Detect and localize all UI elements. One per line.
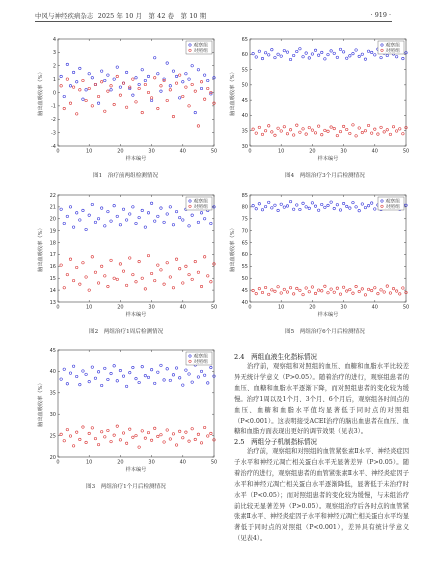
x-tick-label: 10 <box>86 148 93 155</box>
x-axis-label: 样本编号 <box>125 156 147 162</box>
x-axis-label: 样本编号 <box>125 312 147 318</box>
y-tick-label: 60 <box>241 252 248 259</box>
x-tick-label: 50 <box>210 304 218 311</box>
x-tick-label: 20 <box>309 148 316 155</box>
y-tick-label: 2 <box>52 63 56 70</box>
y-tick-label: 40 <box>241 113 248 120</box>
y-tick-label: 35 <box>241 128 248 135</box>
legend-label: 观察组 <box>193 199 208 205</box>
y-tick-label: 45 <box>241 97 248 104</box>
x-tick-label: 40 <box>179 148 186 155</box>
section-2-4-heading: 2.4 两组血液生化指标情况 <box>234 353 318 361</box>
plot-frame <box>250 195 406 302</box>
x-tick-label: 30 <box>340 304 347 311</box>
x-tick-label: 40 <box>371 304 378 311</box>
y-axis-label: 脑出血吸收率（%） <box>230 69 236 116</box>
y-tick-label: 3 <box>52 50 56 57</box>
x-axis-label: 样本编号 <box>125 467 147 473</box>
y-tick-label: 55 <box>241 264 248 271</box>
x-tick-label: 10 <box>278 304 285 311</box>
x-tick-label: 40 <box>371 148 378 155</box>
x-axis-label: 样本编号 <box>317 156 339 162</box>
legend-label: 对照组 <box>193 205 208 210</box>
y-axis-label: 脑出血吸收率（%） <box>38 225 44 272</box>
y-tick-label: 60 <box>241 52 248 59</box>
x-tick-label: 0 <box>56 304 60 311</box>
y-tick-label: 75 <box>241 216 248 223</box>
legend-label: 对照组 <box>385 205 400 210</box>
y-tick-label: -1 <box>51 103 56 110</box>
legend-label: 观察组 <box>385 199 400 205</box>
x-tick-label: 10 <box>278 148 285 155</box>
y-tick-label: 17 <box>49 252 56 259</box>
figure-3-chart <box>34 345 220 475</box>
y-tick-label: 13 <box>49 299 56 306</box>
y-tick-label: 30 <box>49 412 56 418</box>
y-axis-label: 脑出血吸收率（%） <box>230 225 236 272</box>
legend-label: 观察组 <box>385 43 400 49</box>
y-tick-label: 25 <box>49 433 56 440</box>
x-tick-label: 50 <box>210 148 218 155</box>
x-tick-label: 50 <box>210 459 218 466</box>
y-tick-label: -2 <box>51 117 56 124</box>
page-header <box>0 0 427 24</box>
y-tick-label: 70 <box>241 228 248 235</box>
figure-5-caption: 图5 两组治疗6个月后检测情况 <box>285 329 365 335</box>
x-tick-label: 30 <box>148 148 155 155</box>
x-tick-label: 0 <box>56 459 60 466</box>
y-tick-label: -4 <box>51 143 56 150</box>
y-tick-label: 20 <box>49 454 56 461</box>
x-tick-label: 40 <box>179 304 186 311</box>
y-tick-label: 85 <box>241 192 248 199</box>
figure-1-caption: 图1 治疗前两组检测情况 <box>93 173 159 179</box>
y-tick-label: 65 <box>241 240 248 247</box>
figure-5-chart <box>226 190 412 320</box>
x-tick-label: 50 <box>402 148 410 155</box>
x-tick-label: 10 <box>86 304 93 311</box>
figure-4-caption: 图4 两组治疗3个月后检测情况 <box>285 173 365 179</box>
header-rule <box>35 21 392 22</box>
y-axis-label: 脑出血吸收率（%） <box>38 380 44 427</box>
y-tick-label: 55 <box>241 67 248 74</box>
x-tick-label: 40 <box>179 459 186 466</box>
legend-label: 观察组 <box>193 43 208 49</box>
legend-label: 对照组 <box>385 49 400 54</box>
x-tick-label: 50 <box>402 304 410 311</box>
x-tick-label: 20 <box>117 304 124 311</box>
journal-title <box>35 11 206 20</box>
y-tick-label: 16 <box>49 264 56 271</box>
plot-frame <box>58 39 214 146</box>
x-tick-label: 30 <box>148 304 155 311</box>
x-tick-label: 10 <box>86 459 93 466</box>
y-tick-label: 35 <box>49 390 56 397</box>
section-2-5-text: 治疗前，观察组和对照组的血管紧张素Ⅱ水平、神经炎症因子水平和神经元凋亡相关蛋白水平无显著差异（P>0.05）。随着治疗的进行，观察组患者的血管紧张素Ⅱ水平、神经炎症因子水平和神经元凋亡相关蛋白水平逐渐降低，显著低于未治疗时水平（P<0.05）；而对照组患者的变化较为缓慢，与未组治疗前比较无显著差异（P>0.05）。观察组治疗后各时点的血管紧张素Ⅱ水平、神经炎症因子水平和神经元凋亡相关蛋白水平均显著低于同时点的对照组（P<0.001），差异具有统计学意义（见表4）。 <box>234 448 409 543</box>
y-axis-label: 脑出血吸收率（%） <box>38 69 44 116</box>
x-tick-label: 0 <box>56 148 60 155</box>
y-tick-label: 50 <box>241 276 248 283</box>
page-number: · 919 · <box>370 11 391 19</box>
x-tick-label: 20 <box>117 148 124 155</box>
figure-2-chart <box>34 190 220 320</box>
y-tick-label: 0 <box>52 90 56 97</box>
y-tick-label: -3 <box>51 130 56 137</box>
section-2-4-text: 治疗前，观察组和对照组的血压、血糖和血脂水平比较差异无统计学意义（P>0.05）。随着治疗的进行，观察组患者的血压、血糖和血脂水平逐渐下降，而对照组患者的变化较为缓慢。治疗1周以及1个月、3个月、6个月后，观察组各时间点的血压、血糖和血脂水平值均显著低于同时点的对照组（P<0.001）。这表明接受ACEI治疗的脑出血患者在血压、血糖和血脂方面表现出更好的调节效果（见表3）。 <box>234 363 409 436</box>
legend-label: 对照组 <box>193 49 208 54</box>
y-tick-label: 20 <box>49 216 56 223</box>
figure-4-chart <box>226 34 412 164</box>
x-tick-label: 0 <box>248 304 252 311</box>
x-tick-label: 0 <box>248 148 252 155</box>
figure-2-caption: 图2 两组治疗1周后检测情况 <box>89 329 164 335</box>
journal-issue: 2025 年 10 月 第 42 卷 第 10 期 <box>97 12 207 20</box>
x-tick-label: 20 <box>309 304 316 311</box>
x-tick-label: 30 <box>340 148 347 155</box>
section-2-5-body <box>234 447 409 545</box>
y-tick-label: 14 <box>49 287 56 294</box>
y-tick-label: 65 <box>241 36 248 43</box>
y-tick-label: 45 <box>49 347 56 354</box>
y-tick-label: 40 <box>241 299 248 306</box>
y-tick-label: 18 <box>49 240 56 247</box>
x-tick-label: 30 <box>148 459 155 466</box>
plot-frame <box>58 195 214 302</box>
y-tick-label: 15 <box>49 276 56 283</box>
y-tick-label: 1 <box>52 76 56 83</box>
y-tick-label: 30 <box>241 143 248 150</box>
legend-label: 观察组 <box>193 354 208 360</box>
plot-frame <box>58 350 214 457</box>
y-tick-label: 50 <box>241 82 248 89</box>
journal-name: 中风与神经疾病杂志 <box>35 12 94 20</box>
y-tick-label: 19 <box>49 228 56 235</box>
y-tick-label: 40 <box>49 369 56 376</box>
y-tick-label: 80 <box>241 204 248 211</box>
section-2-5-heading: 2.5 两组分子机制指标情况 <box>234 438 318 446</box>
x-axis-label: 样本编号 <box>317 312 339 318</box>
y-tick-label: 22 <box>49 192 56 199</box>
section-2-4-body <box>234 362 409 438</box>
figure-3-caption: 图3 两组治疗1个月后检测情况 <box>86 484 166 490</box>
figure-1-chart <box>34 34 220 164</box>
y-tick-label: 4 <box>52 36 56 43</box>
y-tick-label: 45 <box>241 287 248 294</box>
x-tick-label: 20 <box>117 459 124 466</box>
legend-label: 对照组 <box>193 360 208 365</box>
y-tick-label: 21 <box>49 204 56 211</box>
